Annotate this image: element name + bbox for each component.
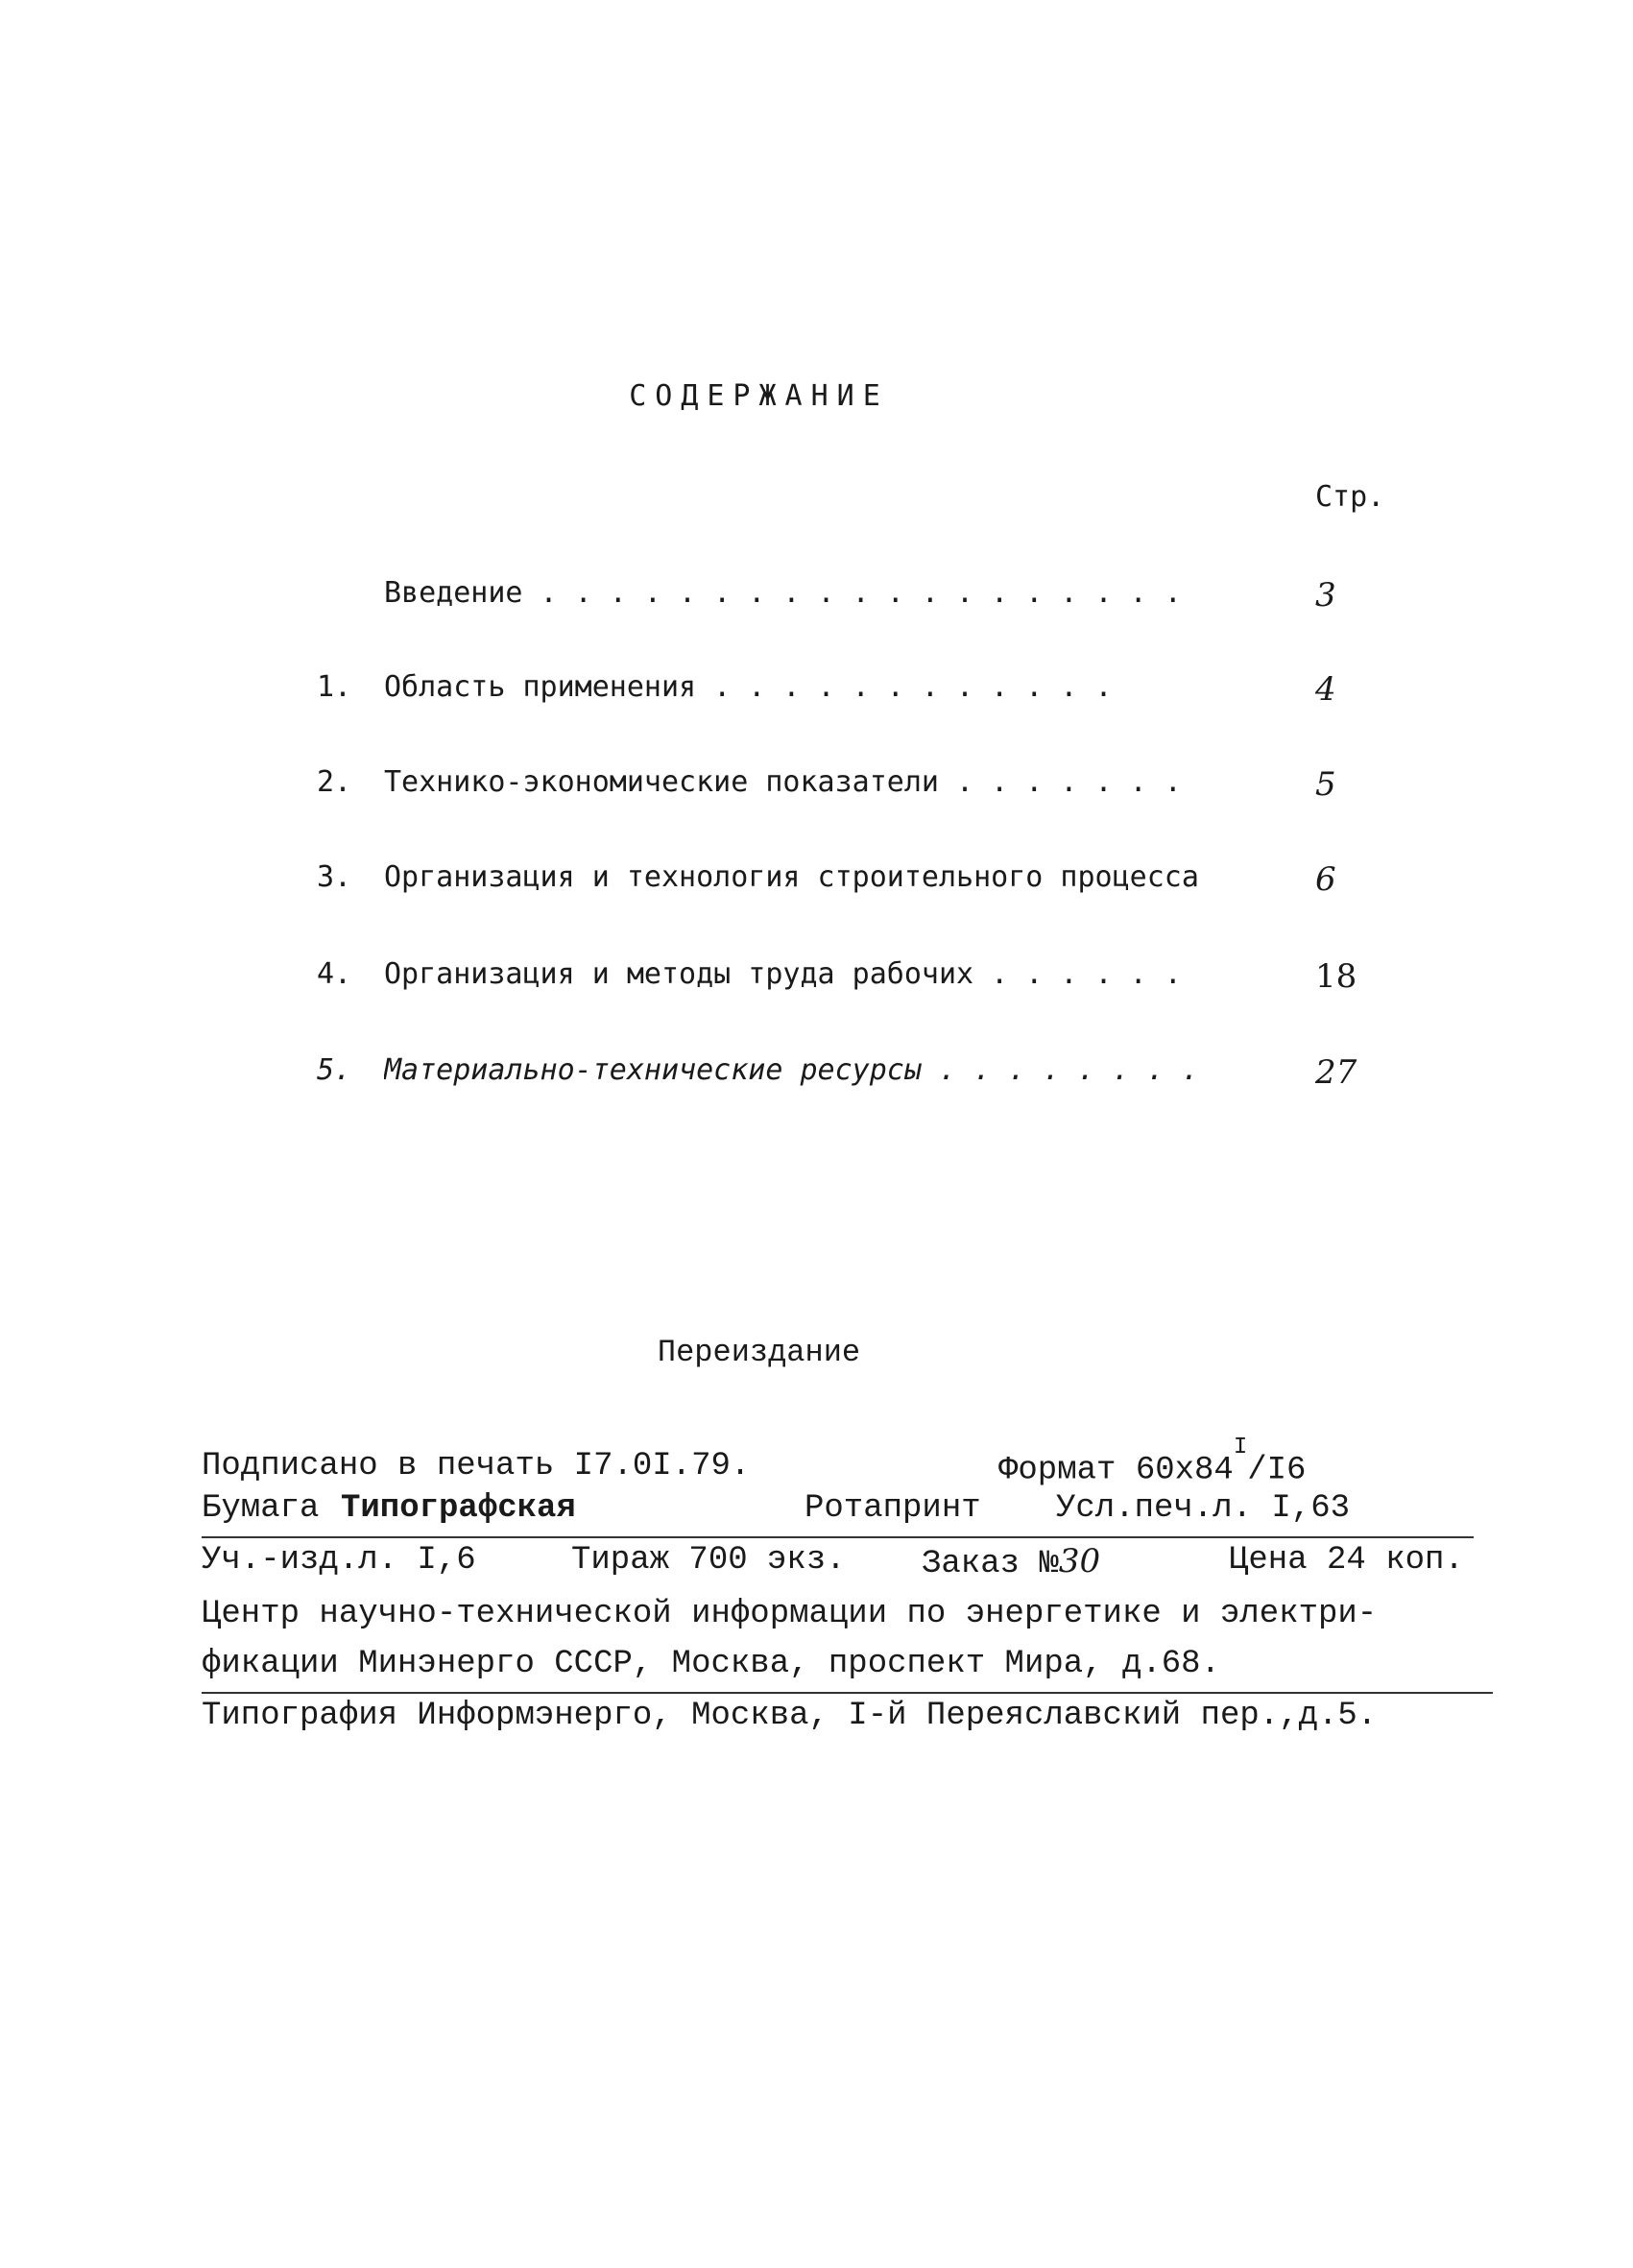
order-number bbox=[922, 1542, 1100, 1582]
toc-entry-page: 18 bbox=[1315, 957, 1357, 996]
toc-entry-text bbox=[384, 670, 1113, 704]
format-value bbox=[998, 1435, 1307, 1489]
toc-entry-page: 4 bbox=[1315, 670, 1336, 709]
toc-entry-text bbox=[384, 1053, 1199, 1087]
toc-entry-number: 4. bbox=[317, 957, 352, 991]
print-method: Ротапринт bbox=[804, 1490, 981, 1527]
toc-entry-title: Материально-технические ресурсы bbox=[384, 1053, 922, 1087]
signed-for-print: Подписано в печать I7.0I.79. bbox=[202, 1448, 751, 1484]
imprint-line-publisher-1 bbox=[202, 1596, 1498, 1640]
toc-leader-dots: . . . . . . . . . . . . . . . . . . . bbox=[522, 576, 1182, 610]
paper-label: Бумага bbox=[202, 1490, 320, 1527]
toc-entry-text bbox=[384, 765, 1182, 799]
toc-entry-page: 6 bbox=[1315, 860, 1336, 899]
toc-leader-dots: . . . . . . . . bbox=[921, 1053, 1199, 1087]
toc-entry-2[interactable] bbox=[317, 765, 1373, 813]
publisher-line-2: фикации Минэнерго СССР, Москва, проспект Мира, д.68. bbox=[202, 1646, 1220, 1682]
toc-leader-dots: . . . . . . . . . . . . bbox=[696, 670, 1113, 704]
toc-entry-4[interactable] bbox=[317, 957, 1373, 1005]
format-superscript: I bbox=[1233, 1435, 1248, 1460]
publishing-sheets: Уч.-изд.л. I,6 bbox=[202, 1542, 476, 1579]
imprint-line-paper bbox=[202, 1490, 1498, 1534]
toc-leader-dots: . . . . . . bbox=[973, 957, 1182, 991]
page-column-label: Стр. bbox=[1315, 480, 1385, 514]
toc-entry-number: 3. bbox=[317, 860, 352, 894]
publisher-line-1: Центр научно-технической информации по энергетике и электри- bbox=[202, 1596, 1378, 1632]
price: Цена 24 коп. bbox=[1229, 1542, 1464, 1579]
format-label: Формат 60х84 bbox=[998, 1452, 1234, 1489]
toc-entry-number: 5. bbox=[317, 1053, 352, 1087]
toc-entry-title: Введение bbox=[384, 576, 523, 610]
toc-entry-text bbox=[384, 860, 1199, 894]
toc-entry-title: Организация и технология строительного процесса bbox=[384, 860, 1199, 894]
toc-entry-3[interactable] bbox=[317, 860, 1373, 908]
order-label: Заказ № bbox=[922, 1546, 1059, 1582]
divider-line bbox=[202, 1536, 1474, 1538]
imprint-line-edition bbox=[202, 1542, 1498, 1586]
reprint-label: Переиздание bbox=[657, 1335, 861, 1370]
toc-entry-number: 1. bbox=[317, 670, 352, 704]
toc-entry-introduction[interactable] bbox=[317, 576, 1373, 624]
toc-leader-dots: . . . . . . . bbox=[938, 765, 1182, 799]
imprint-line-signed bbox=[202, 1435, 1498, 1492]
format-tail: /I6 bbox=[1247, 1452, 1307, 1489]
paper-value: Типографская bbox=[341, 1490, 576, 1527]
toc-entry-text bbox=[384, 576, 1182, 610]
toc-entry-title: Технико-экономические показатели bbox=[384, 765, 939, 799]
imprint-line-printer bbox=[202, 1698, 1498, 1742]
print-sheets: Усл.печ.л. I,63 bbox=[1056, 1490, 1351, 1527]
printer-info: Типография Информэнерго, Москва, I-й Переяславский пер.,д.5. bbox=[202, 1698, 1378, 1734]
toc-entry-title: Область применения bbox=[384, 670, 697, 704]
print-run: Тираж 700 экз. bbox=[571, 1542, 846, 1579]
order-value: 30 bbox=[1058, 1542, 1101, 1580]
toc-entry-title: Организация и методы труда рабочих bbox=[384, 957, 974, 991]
toc-entry-page: 5 bbox=[1315, 765, 1336, 804]
toc-entry-5[interactable] bbox=[317, 1053, 1373, 1101]
toc-entry-page: 3 bbox=[1315, 576, 1336, 615]
imprint-line-publisher-2 bbox=[202, 1646, 1498, 1690]
toc-entry-text bbox=[384, 957, 1182, 991]
contents-heading: СОДЕРЖАНИЕ bbox=[629, 379, 889, 413]
toc-entry-1[interactable] bbox=[317, 670, 1373, 718]
divider-line bbox=[202, 1692, 1493, 1694]
toc-entry-number: 2. bbox=[317, 765, 352, 799]
toc-entry-page: 27 bbox=[1315, 1053, 1357, 1092]
